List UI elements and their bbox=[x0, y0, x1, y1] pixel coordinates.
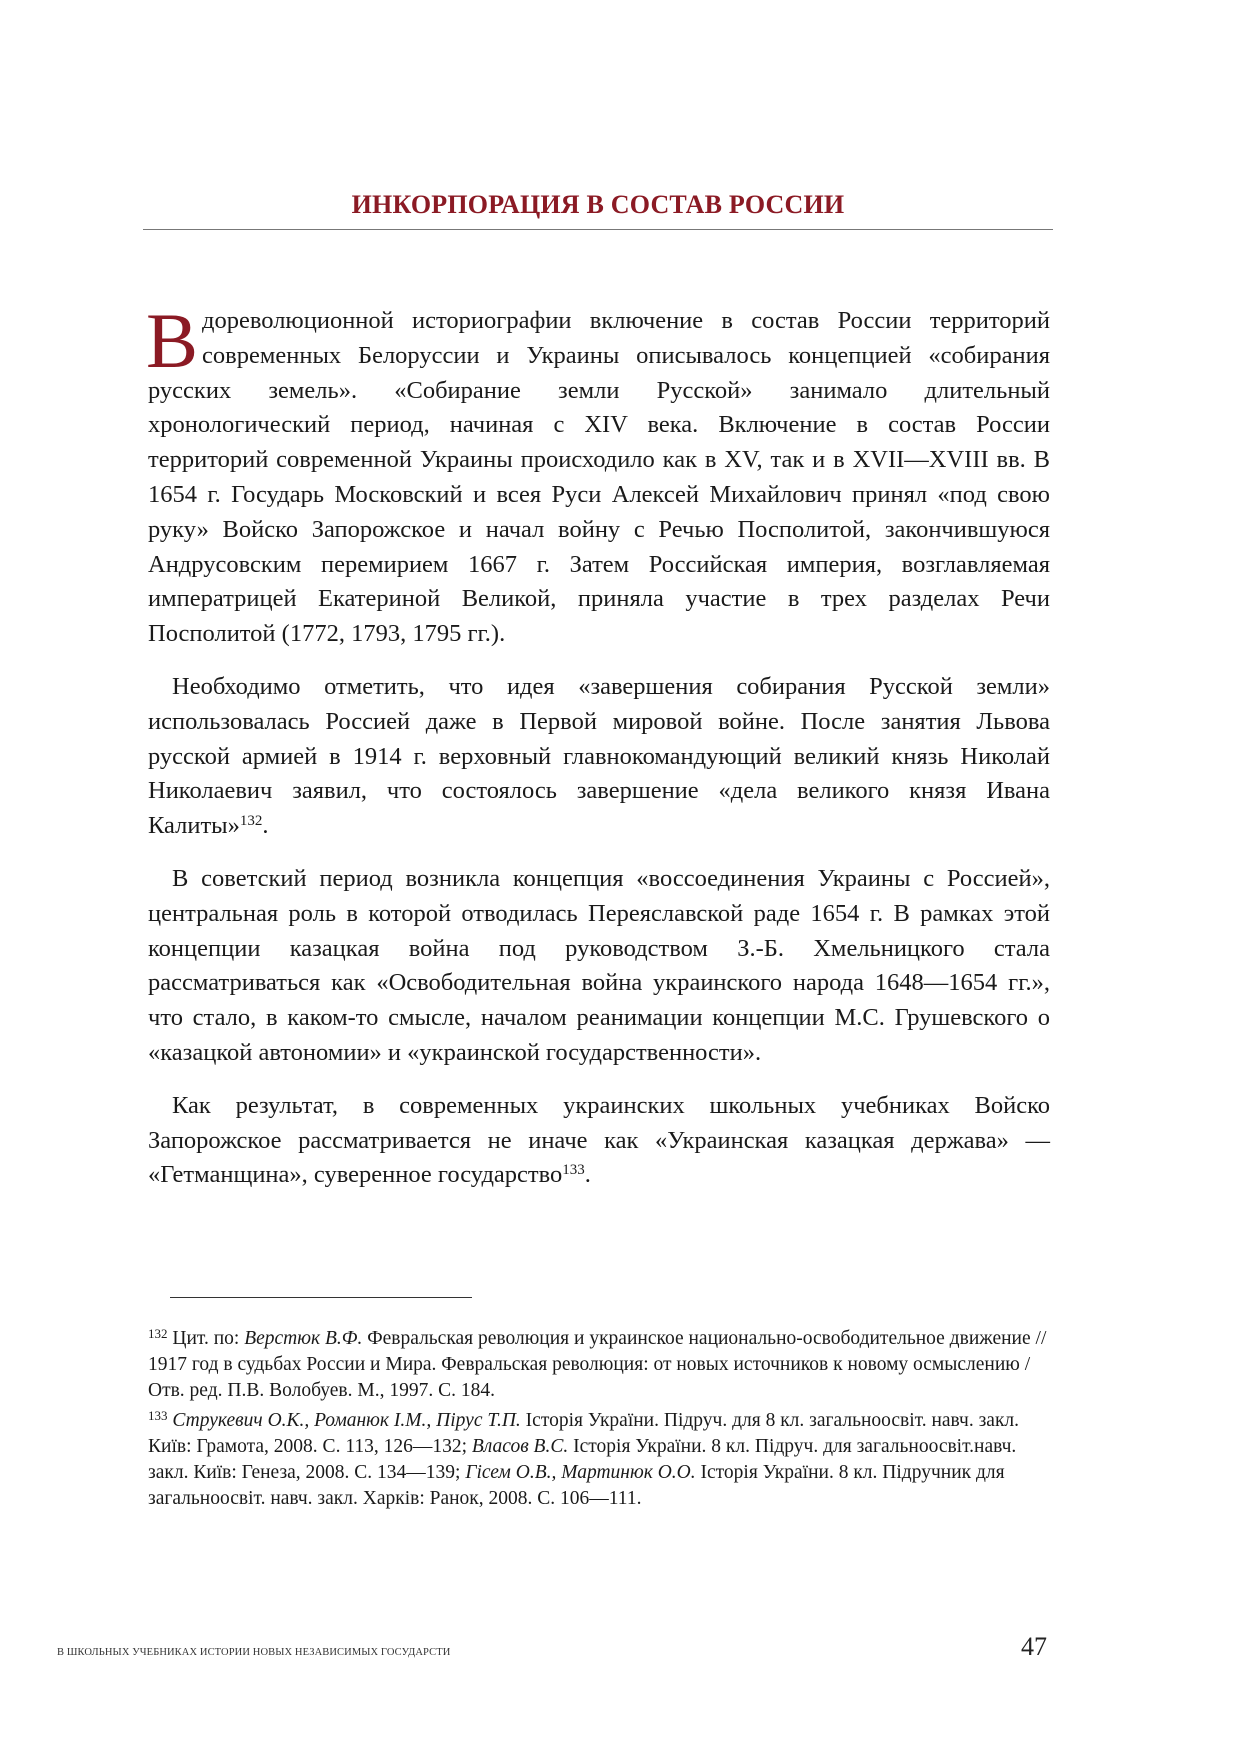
paragraph-2 bbox=[148, 670, 1050, 844]
footnote-ref-132[interactable]: 132 bbox=[239, 813, 263, 830]
footnote-133 bbox=[148, 1408, 1050, 1512]
paragraph-end: . bbox=[262, 812, 269, 840]
footnotes bbox=[148, 1326, 1050, 1516]
paragraph-4 bbox=[148, 1089, 1050, 1193]
paragraph-3 bbox=[148, 862, 1050, 1071]
footnote-separator bbox=[170, 1297, 472, 1298]
drop-cap: В bbox=[146, 297, 199, 384]
footnote-number: 133 bbox=[148, 1408, 168, 1423]
footnote-author: Власов В.С. bbox=[471, 1436, 569, 1457]
section-title: ИНКОРПОРАЦИЯ В СОСТАВ РОССИИ bbox=[351, 190, 845, 219]
paragraph-text: В советский период возникла концепция «воссоединения Украины с Россией», центральная роль в которой отводилась Переяславской раде 1654 г. В рамках этой концепции казацкая война под руководством З.-Б. Хмельницкого стала рассматриваться как «Освободительная война украинского народа 1648—1654 гг.», что стало, в каком-то смысле, началом реанимации концепции М.С. Грушевского о «казацкой автономии» и «украинской государственности». bbox=[148, 864, 1050, 1066]
footnote-author: Гісем О.В., Мартинюк О.О. bbox=[465, 1462, 696, 1483]
footnote-132 bbox=[148, 1326, 1050, 1404]
footnote-text: Февральская революция и украинское национально-освободительное движение // 1917 год в судьбах России и Мира. Февральская революция: от новых источников к новому осмыслению / Отв. ред. П.В. Волобуев. М., 1997. С. 184. bbox=[148, 1328, 1047, 1401]
paragraph-text: дореволюционной историографии включение в состав России территорий современных Белоруссии и Украины описывалось концепцией «собирания русских земель». «Собирание земли Русской» занимало длительный хронологический период, начиная с XIV века. Включение в состав России территорий современной Украины происходило как в XV, так и в XVII—XVIII вв. В 1654 г. Государь Московский и всея Руси Алексей Михайлович принял «под свою руку» Войско Запорожское и начал войну с Речью Посполитой, закончившуюся Андрусовским перемирием 1667 г. Затем Российская империя, возглавляемая императрицей Екатериной Великой, приняла участие в трех разделах Речи Посполитой (1772, 1793, 1795 гг.). bbox=[148, 307, 1050, 648]
title-underline bbox=[143, 229, 1053, 230]
footnote-author: Струкевич О.К., Романюк І.М., Пірус Т.П. bbox=[167, 1410, 521, 1431]
footnote-text: Історія України. 8 кл. Підруч. для загальноосвіт.навч. закл. Київ: Генеза, 2008. С. 134—139; bbox=[148, 1436, 1017, 1483]
paragraph-text: Как результат, в современных украинских школьных учебниках Войско Запорожское рассматривается не иначе как «Украинская казацкая держава» — «Гетманщина», суверенное государство bbox=[148, 1091, 1050, 1189]
page-number: 47 bbox=[1021, 1632, 1047, 1661]
footnote-text: Цит. по: bbox=[167, 1328, 245, 1349]
paragraph-1 bbox=[146, 297, 1050, 652]
paragraph-text: Необходимо отметить, что идея «завершения собирания Русской земли» использовалась Россией даже в Первой мировой войне. После занятия Львова русской армией в 1914 г. верховный главнокомандующий великий князь Николай Николаевич заявил, что состоялось завершение «дела великого князя Ивана Калиты» bbox=[148, 672, 1050, 840]
footnote-text: Історія України. 8 кл. Підручник для загальноосвіт. навч. закл. Харків: Ранок, 2008. С. 106—111. bbox=[148, 1462, 1005, 1509]
footnote-ref-133[interactable]: 133 bbox=[562, 1162, 585, 1179]
running-footer: В ШКОЛЬНЫХ УЧЕБНИКАХ ИСТОРИИ НОВЫХ НЕЗАВИСИМЫХ ГОСУДАРСТИ bbox=[57, 1647, 451, 1658]
footnote-number: 132 bbox=[148, 1326, 168, 1341]
footnote-author: Верстюк В.Ф. bbox=[244, 1328, 363, 1349]
paragraph-end: . bbox=[584, 1161, 591, 1189]
footnote-text: Історія України. Підруч. для 8 кл. загальноосвіт. навч. закл. Київ: Грамота, 2008. С. 113, 126—132; bbox=[148, 1410, 1020, 1457]
main-text bbox=[146, 297, 1050, 1211]
